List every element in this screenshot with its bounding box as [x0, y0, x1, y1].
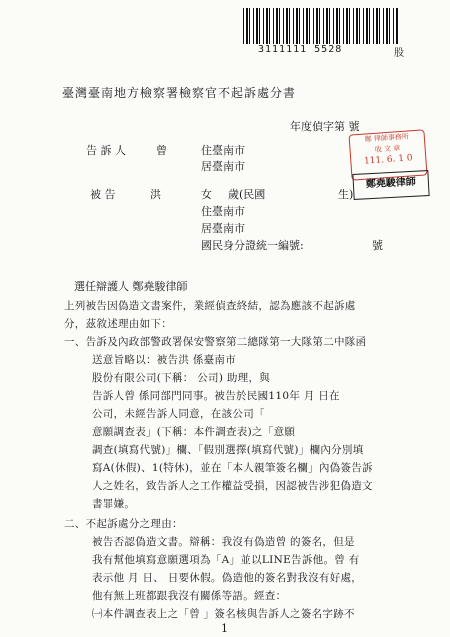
- defendant-birth: 歲(民國: [228, 188, 266, 201]
- section1-line-9: 人之姓名，致告訴人之工作權益受損，因認被告涉犯偽造文: [92, 480, 373, 492]
- page-number: 1: [221, 622, 228, 635]
- defendant-name: 洪: [150, 188, 161, 201]
- defendant-id-label: 國民身分證統一編號:: [201, 239, 304, 252]
- document-title: 臺灣臺南地方檢察署檢察官不起訴處分書: [62, 86, 297, 100]
- stamp-line2: 收 文 章: [374, 144, 401, 154]
- complainant-name: 曾: [156, 144, 167, 157]
- section1-line-4: 告訴人曾 係同部門同事。被告於民國110年 月 日在: [92, 390, 340, 402]
- stamp-line1: 鄭 律師事務所: [364, 132, 410, 144]
- stamp-date: 111. 6. 1 0: [363, 153, 413, 167]
- section2-line-3: 表示他 月 日、 日要休假。偽造他的簽名對我沒有好處，: [92, 572, 363, 584]
- section1-line-3: 股份有限公司(下稱： 公司) 助理，與: [92, 372, 271, 384]
- complainant-address: 住臺南市: [201, 144, 245, 157]
- defendant-gender: 女: [201, 188, 212, 201]
- case-number: 年度偵字第 號: [290, 120, 360, 133]
- intro-line-2: 分，茲敘述理由如下：: [64, 318, 172, 330]
- section2-line-4: 他有無上班都跟我沒有關係等語。經查：: [92, 590, 287, 602]
- defendant-role: 被 告: [90, 188, 116, 201]
- complainant-residence: 居臺南市: [201, 160, 245, 173]
- defendant-birth-end: 生): [338, 188, 354, 201]
- barcode: [243, 8, 399, 44]
- section1-line-10: 書罪嫌。: [92, 498, 136, 510]
- section1-line-5: 公司，未經告訴人同意，在該公司「: [92, 408, 265, 420]
- lawyer-name-stamp: 鄭堯駿律師: [352, 170, 429, 200]
- intro-line-1: 上列被告因偽造文書案件，業經偵查終結，認為應該不起訴處: [64, 300, 356, 312]
- complainant-role: 告 訴 人: [86, 144, 126, 157]
- section1-line-7: 調查(填寫代號)」欄、「假別選擇(填寫代號)」欄內分別填: [92, 444, 364, 456]
- defense-counsel: 選任辯護人 鄭堯駿律師: [74, 280, 188, 293]
- defendant-id-end: 號: [372, 239, 383, 252]
- defendant-residence: 居臺南市: [201, 222, 245, 235]
- section2-line-2: 我有幫他填寫意願選項為「A」並以LINE告訴他。曾 有: [92, 554, 360, 566]
- section2-heading: 二、不起訴處分之理由：: [64, 518, 183, 530]
- section1-line-8: 寫A(休假)、1(特休)，並在「本人親筆簽名欄」內偽簽告訴: [92, 462, 373, 474]
- defendant-address: 住臺南市: [201, 205, 245, 218]
- section2-line-5: ㈠本件調查表上之「曾 」簽名核與告訴人之簽名字跡不: [92, 608, 355, 620]
- section1-line-2: 送意旨略以：被告洪 係臺南市: [92, 354, 237, 366]
- barcode-suffix: 股: [394, 48, 404, 59]
- section2-line-1: 被告否認偽造文書。辯稱：我沒有偽造曾 的簽名，但是: [92, 536, 355, 548]
- section1-line-1: 一、告訴及內政部警政署保安警察第二總隊第一大隊第二中隊函: [64, 336, 367, 348]
- section1-line-6: 意願調查表」(下稱：本件調查表)之「意願: [92, 426, 296, 438]
- barcode-number: 3111111 5528: [258, 44, 343, 55]
